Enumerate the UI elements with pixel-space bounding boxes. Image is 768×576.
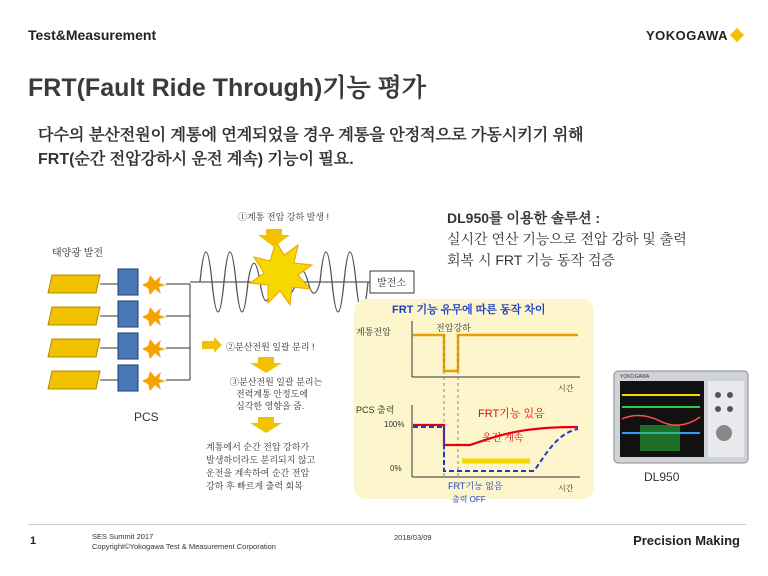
footer-tagline: Precision Making — [633, 533, 740, 548]
dl950-device-icon — [614, 371, 748, 463]
output-off-label: 출력 OFF — [452, 495, 486, 504]
y0-label: 0% — [390, 464, 402, 473]
solution-line1: DL950를 이용한 솔루션 : — [447, 210, 601, 226]
solar-panel-1 — [48, 269, 166, 295]
note-line3: 운전을 계속하여 순간 전압 — [206, 468, 310, 478]
step3-line3: 심각한 영향을 줌. — [236, 401, 305, 411]
step3-line2: 전력계통 안정도에 — [236, 389, 309, 399]
voltage-drop-label: 전압강하 — [436, 323, 471, 333]
solution-line3: 회복 시 FRT 기능 동작 검증 — [447, 252, 615, 268]
solar-pcs-group — [48, 269, 166, 391]
yokogawa-logo: YOKOGAWA — [645, 28, 728, 43]
footer-event: SES Summit 2017 — [92, 532, 154, 541]
frt-yes-label: FRT기능 있음 — [478, 408, 545, 420]
arrow-left-icon — [202, 337, 222, 353]
subtitle-line2: FRT(순간 전압강하시 운전 계속) 기능이 필요. — [38, 151, 354, 168]
frt-no-label: FRT기능 없음 — [448, 481, 503, 491]
solar-panel-4 — [48, 365, 166, 391]
frt-diagram — [0, 195, 768, 515]
grid-voltage-label: 계통전압 — [356, 327, 391, 337]
plant-label: 발전소 — [377, 278, 406, 289]
pcs-label: PCS — [134, 410, 159, 424]
brand-text: Test&Measurement — [28, 27, 157, 43]
footer-date: 2018/03/09 — [394, 533, 432, 542]
footer-divider — [28, 524, 746, 525]
fault-burst-icon — [250, 241, 312, 305]
footer-info — [92, 532, 276, 552]
arrow-down-icon — [258, 229, 290, 247]
step1-label: ①계통 전압 강하 발생 ! — [238, 212, 330, 222]
note-line2: 발생하더라도 분리되지 않고 — [206, 455, 316, 465]
subtitle-line1: 다수의 분산전원이 계통에 연계되었을 경우 계통을 안정적으로 가동시키기 위해 — [38, 127, 584, 144]
note-line1: 계통에서 순간 전압 강하가 — [206, 442, 310, 452]
time-label-2: 시간 — [558, 484, 574, 493]
device-label: DL950 — [644, 470, 680, 484]
device-brand: YOKOGAWA — [620, 374, 650, 380]
arrow-down-icon-3 — [250, 417, 282, 433]
page-title: FRT(Fault Ride Through)기능 평가 — [28, 74, 426, 102]
footer-copyright: Copyright©Yokogawa Test & Measurement Corporation — [92, 542, 276, 551]
step3-line1: ③분산전원 일괄 분리는 — [230, 377, 323, 387]
time-label-1: 시간 — [558, 384, 574, 393]
step2-label: ②분산전원 일괄 분리 ! — [226, 342, 315, 352]
note-line4: 강하 후 빠르게 출력 회복 — [206, 481, 303, 491]
solar-label: 태양광 발전 — [52, 248, 104, 259]
panel-title: FRT 기능 유무에 따른 동작 차이 — [392, 304, 546, 316]
subtitle — [38, 124, 584, 172]
pcs-output-label: PCS 출력 — [356, 405, 395, 415]
solar-panel-2 — [48, 301, 166, 327]
continue-label: 운전 계속 — [482, 433, 524, 444]
solution-line2: 실시간 연산 기능으로 전압 강하 및 출력 — [447, 231, 687, 247]
arrow-down-icon-2 — [250, 357, 282, 373]
y100-label: 100% — [384, 420, 405, 429]
logo-diamond-icon — [730, 28, 744, 42]
page-number: 1 — [30, 535, 37, 547]
solar-panel-3 — [48, 333, 166, 359]
